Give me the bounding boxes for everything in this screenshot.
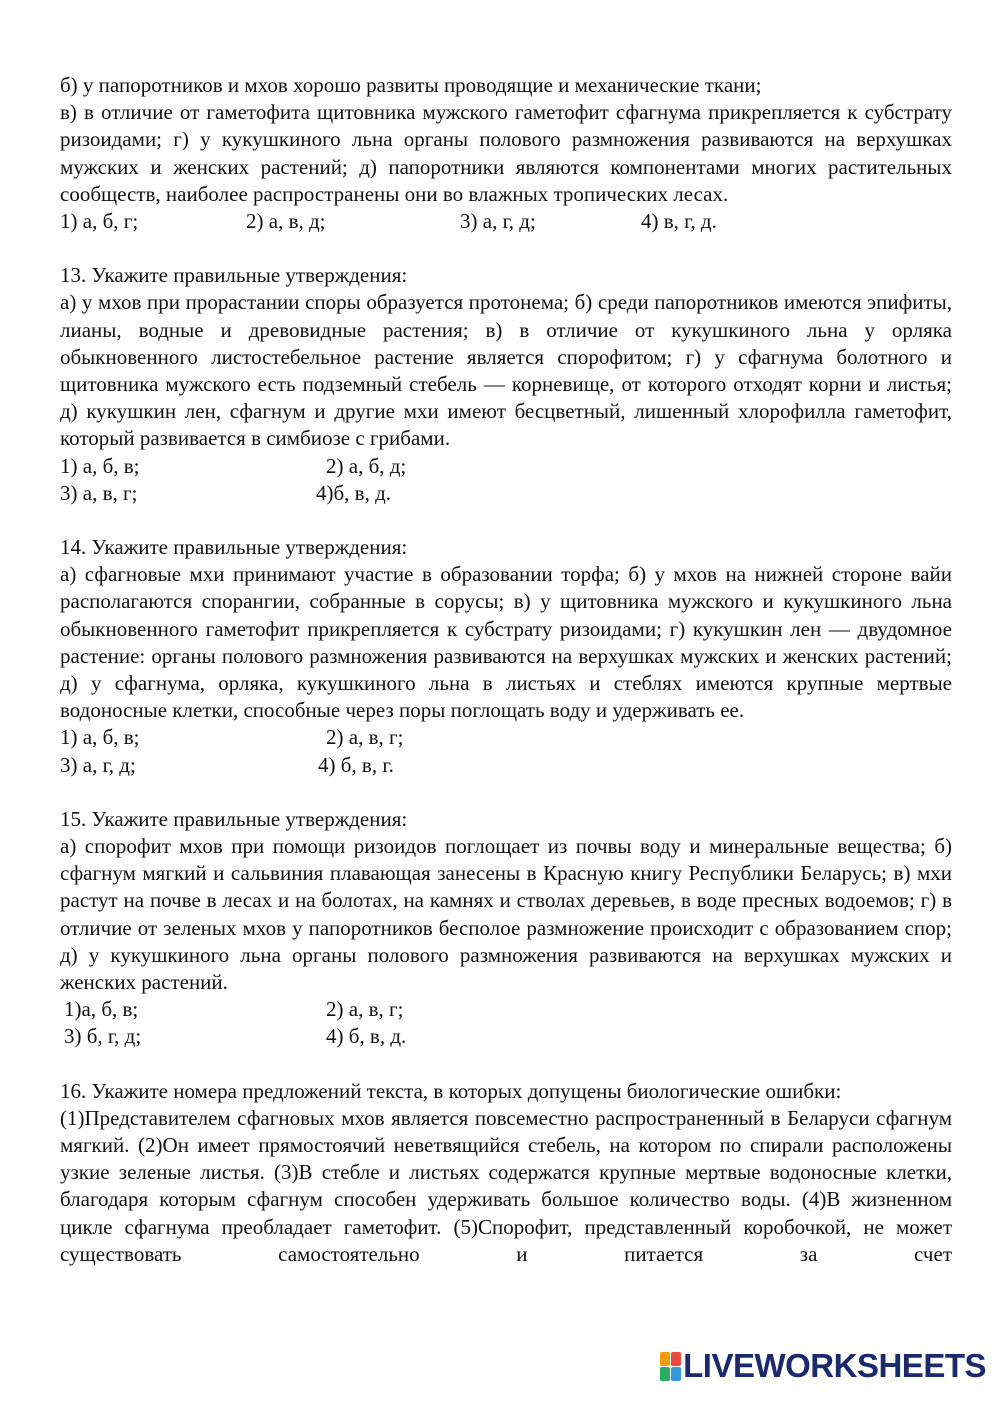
question-13-text: а) у мхов при прорастании споры образуется протонема; б) среди папоротников имеются эпифиты, лианы, водные и древовидные растения; в) в отличие от кукушкиного льна у орляка обыкновенного листостебельное растение является спорофитом; г) у сфагнума болотного и щитовника мужского есть подземный стебель — корневище, от которого отходят корни и листья; д) кукушкин лен, сфагнум и другие мхи имеют бесцветный, лишенный хлорофилла гаметофит, который развивается в симбиозе с грибами. bbox=[60, 290, 952, 451]
liveworksheets-logo-icon bbox=[660, 1352, 681, 1381]
answer-option: 1)а, б, в; bbox=[64, 997, 139, 1022]
question-16-title: 16. Укажите номера предложений текста, в которых допущены биологические ошибки: bbox=[60, 1078, 842, 1103]
question-16 bbox=[60, 1078, 952, 1268]
question-12-options bbox=[60, 208, 952, 235]
question-12 bbox=[60, 72, 952, 235]
logo-block bbox=[671, 1352, 681, 1366]
answer-option: 4) б, в, д. bbox=[326, 1024, 407, 1049]
question-15-title: 15. Укажите правильные утверждения: bbox=[60, 806, 408, 831]
logo-block bbox=[660, 1367, 670, 1381]
answer-option: 3) а, г, д; bbox=[60, 752, 136, 777]
answer-option: 4) в, г, д. bbox=[641, 209, 717, 234]
answer-option: 3) б, г, д; bbox=[64, 1024, 142, 1049]
question-15 bbox=[60, 806, 952, 1051]
answer-option: 2) а, в, г; bbox=[326, 725, 404, 750]
answer-option: 1) а, б, г; bbox=[60, 209, 139, 234]
worksheet-page bbox=[60, 72, 952, 1268]
logo-block bbox=[660, 1352, 670, 1366]
question-13 bbox=[60, 262, 952, 507]
liveworksheets-logo-text: LIVEWORKSHEETS bbox=[683, 1347, 986, 1384]
question-14-options-row-1 bbox=[60, 724, 952, 751]
answer-option: 2) а, б, д; bbox=[326, 453, 407, 478]
answer-option: 4) б, в, г. bbox=[318, 752, 394, 777]
question-12-text: б) у папоротников и мхов хорошо развиты проводящие и механические ткани; в) в отличие от гаметофита щитовника мужского гаметофит сфагнума прикрепляется к субстрату ризоидами; г) у кукушкиного льна органы полового размножения развиваются на верхушках мужских и женских растений; д) папоротники являются компонентами многих растительных сообществ, наиболее распространены они во влажных тропических лесах. bbox=[60, 73, 952, 206]
question-14-title: 14. Укажите правильные утверждения: bbox=[60, 535, 408, 559]
question-16-text: (1)Представителем сфагновых мхов является повсеместно распространенный в Беларуси сфагнум мягкий. (2)Он имеет прямостоячий неветвящийся стебель, на котором по спирали расположены узкие зеленые листья. (3)В стебле и листьях содержатся крупные мертвые водоносные клетки, благодаря которым сфагнум способен удерживать большое количество воды. (4)В жизненном цикле сфагнума преобладает гаметофит. (5)Спорофит, представленный коробочкой, не может существовать самостоятельно и питается за счет bbox=[60, 1105, 952, 1266]
answer-option: 3) а, г, д; bbox=[460, 209, 536, 234]
question-15-options-row-2 bbox=[60, 1023, 952, 1050]
question-13-options-row-2 bbox=[60, 480, 952, 507]
answer-option: 1) а, б, в; bbox=[60, 453, 140, 478]
liveworksheets-logo bbox=[660, 1346, 986, 1386]
logo-block bbox=[671, 1367, 681, 1381]
question-15-options-row-1 bbox=[60, 996, 952, 1023]
question-13-options-row-1 bbox=[60, 453, 952, 480]
question-14-text: а) сфагновые мхи принимают участие в образовании торфа; б) у мхов на нижней стороне вайи располагаются спорангии, собранные в сорусы; в) у щитовника мужского и кукушкиного льна обыкновенного гаметофит прикрепляется к субстрату ризоидами; г) кукушкин лен — двудомное растение: органы полового размножения развиваются на верхушках мужских и женских растений; д) у сфагнума, орляка, кукушкиного льна в листьях и стеблях имеются крупные мертвые водоносные клетки, способные через поры поглощать воду и удерживать ее. bbox=[60, 562, 952, 723]
answer-option: 1) а, б, в; bbox=[60, 725, 140, 750]
answer-option: 2) а, в, д; bbox=[246, 209, 326, 234]
answer-option: 4)б, в, д. bbox=[316, 480, 392, 505]
answer-option: 2) а, в, г; bbox=[326, 997, 404, 1022]
question-15-text: а) спорофит мхов при помощи ризоидов поглощает из почвы воду и минеральные вещества; б) сфагнум мягкий и сальвиния плавающая занесены в Красную книгу Республики Беларусь; в) мхи растут на почве в лесах и на болотах, на камнях и стволах деревьев, в воде пресных водоемов; г) в отличие от зеленых мхов у папоротников бесполое размножение происходит с образованием спор; д) у кукушкиного льна органы полового размножения развиваются на верхушках мужских и женских растений. bbox=[60, 834, 952, 995]
question-13-title: 13. Укажите правильные утверждения: bbox=[60, 263, 408, 288]
answer-option: 3) а, в, г; bbox=[60, 480, 138, 505]
question-14 bbox=[60, 534, 952, 779]
question-14-options-row-2 bbox=[60, 752, 952, 779]
